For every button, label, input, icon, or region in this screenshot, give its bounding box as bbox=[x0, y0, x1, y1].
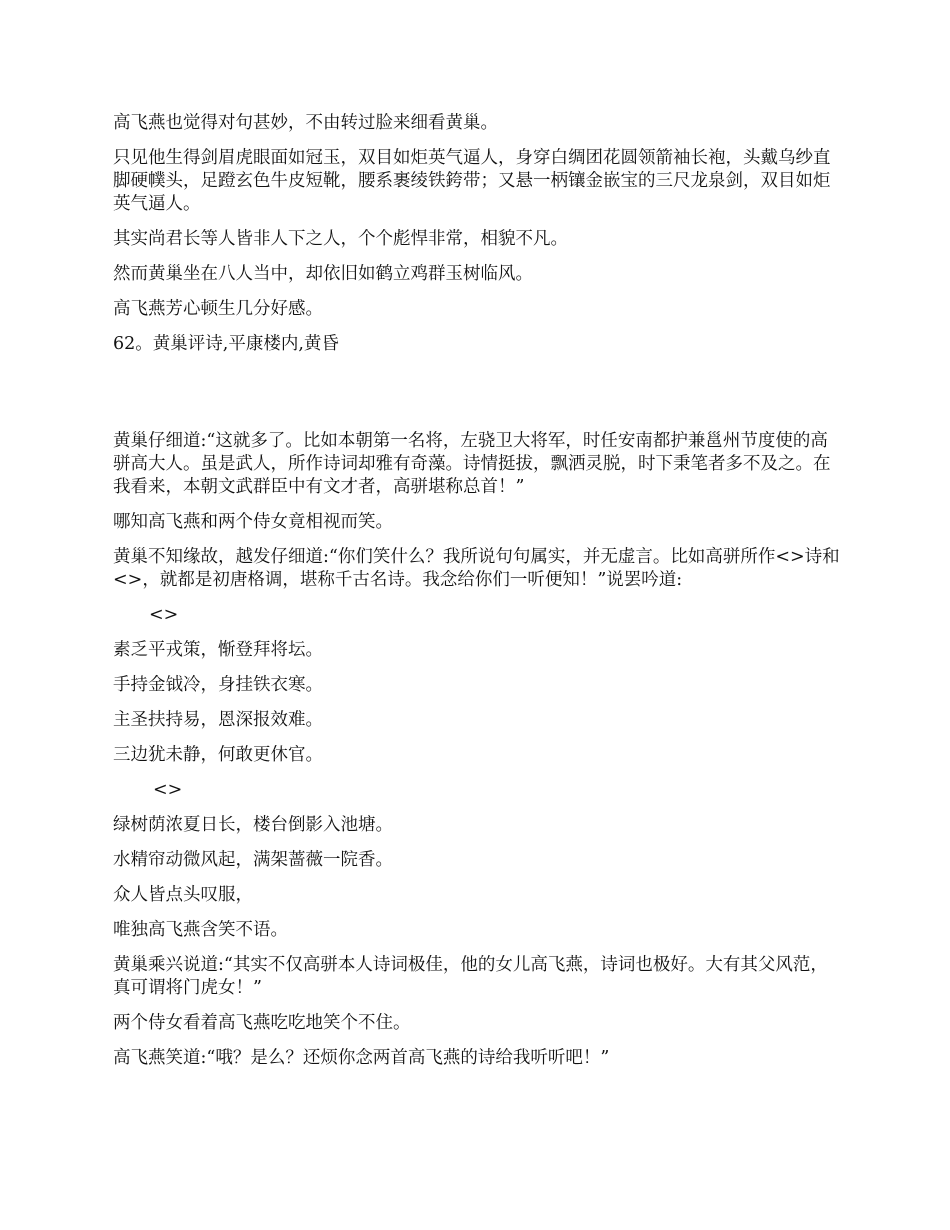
poem-line: 手持金钺冷，身挂铁衣寒。 bbox=[113, 675, 323, 695]
paragraph: 然而黄巢坐在八人当中，却依旧如鹤立鸡群玉树临风。 bbox=[113, 264, 533, 284]
paragraph: 黄巢乘兴说道:“其实不仅高骈本人诗词极佳，他的女儿高飞燕，诗词也极好。大有其父风范，真可谓将门虎女！” bbox=[113, 955, 828, 998]
paragraph: 高飞燕芳心顿生几分好感。 bbox=[113, 299, 323, 319]
document-body bbox=[113, 112, 843, 1082]
paragraph: 高飞燕笑道:“哦？是么？还烦你念两首高飞燕的诗给我听听吧！” bbox=[113, 1048, 610, 1068]
poem-line: 绿树荫浓夏日长，楼台倒影入池塘。 bbox=[113, 815, 393, 835]
paragraph: 高飞燕也觉得对句甚妙，不由转过脸来细看黄巢。 bbox=[113, 113, 498, 133]
poem-line: 三边犹未静，何敢更休官。 bbox=[113, 745, 323, 765]
poem-title: <> bbox=[149, 605, 179, 625]
paragraph: 黄巢不知缘故，越发仔细道:“你们笑什么？我所说句句属实，并无虚言。比如高骈所作<>诗和<>，就都是初唐格调，堪称千古名诗。我念给你们一听便知！”说罢吟道: bbox=[113, 547, 840, 590]
paragraph: 黄巢仔细道:“这就多了。比如本朝第一名将，左骁卫大将军，时任安南都护兼邕州节度使的高骈高大人。虽是武人，所作诗词却雅有奇藻。诗情挺拔，飘洒灵脱，时下秉笔者多不及之。在我看来，本朝文武群臣中有文才者，高骈堪称总首！” bbox=[113, 431, 831, 497]
poem-title: <> bbox=[153, 780, 183, 800]
paragraph: 众人皆点头叹服， bbox=[113, 885, 253, 905]
paragraph: 唯独高飞燕含笑不语。 bbox=[113, 920, 288, 940]
paragraph: 只见他生得剑眉虎眼面如冠玉，双目如炬英气逼人，身穿白绸团花圆领箭袖长袍，头戴乌纱直脚硬幞头，足蹬玄色牛皮短靴，腰系裹绫铁銙带；又悬一柄镶金嵌宝的三尺龙泉剑，双目如炬英气逼人。 bbox=[113, 148, 831, 214]
paragraph: 两个侍女看着高飞燕吃吃地笑个不住。 bbox=[113, 1013, 411, 1033]
poem-line: 水精帘动微风起，满架蔷薇一院香。 bbox=[113, 850, 393, 870]
poem-line: 主圣扶持易，恩深报效难。 bbox=[113, 710, 323, 730]
paragraph: 哪知高飞燕和两个侍女竟相视而笑。 bbox=[113, 512, 393, 532]
poem-line: 素乏平戎策，惭登拜将坛。 bbox=[113, 640, 323, 660]
section-spacer bbox=[113, 368, 843, 430]
paragraph: 其实尚君长等人皆非人下之人，个个彪悍非常，相貌不凡。 bbox=[113, 229, 568, 249]
section-heading: 62。黄巢评诗,平康楼内,黄昏 bbox=[113, 334, 339, 354]
